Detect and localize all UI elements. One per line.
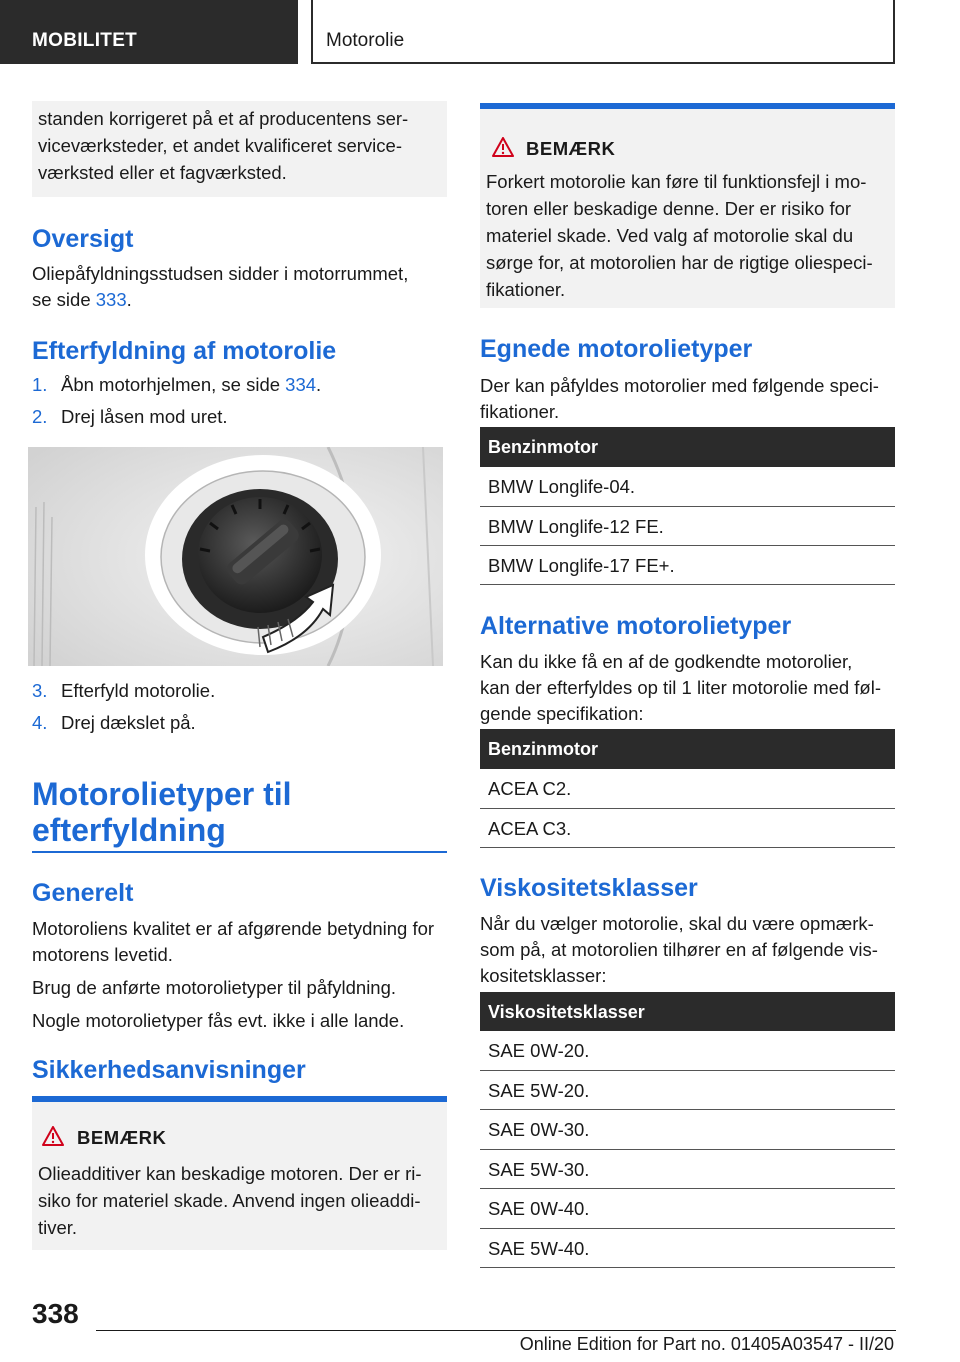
- table-cell: SAE 0W-30.: [488, 1119, 590, 1140]
- heading-generelt: Generelt: [32, 879, 134, 907]
- intro-line-1: standen korrigeret på et af producentens ser-: [38, 108, 409, 129]
- step-1-text: [61, 374, 321, 396]
- step-3-text: Efterfyld motorolie.: [61, 680, 216, 701]
- step-1-text-end: .: [316, 374, 322, 395]
- generelt-p1-l1: Motoroliens kvalitet er af afgørende betydning for: [32, 918, 435, 939]
- table-head-benzin-1: [480, 427, 895, 467]
- table-row: [480, 1229, 895, 1268]
- note-box-right: [480, 103, 895, 308]
- table-cell: SAE 5W-30.: [488, 1159, 590, 1180]
- step-3-number: 3.: [32, 680, 48, 701]
- step-1-number: 1.: [32, 374, 48, 395]
- step-4-text: Drej dækslet på.: [61, 712, 196, 733]
- heading-motorolietyper-l2: efterfyldning: [32, 812, 226, 848]
- note-left-line-3: tiver.: [38, 1217, 78, 1238]
- note-right-line-4: sørge for, at motorolien har de rigtige oliespeci-: [486, 252, 873, 273]
- generelt-p1-l2: motorens levetid.: [32, 944, 173, 965]
- oil-cap-illustration: [28, 447, 443, 666]
- header-section: [0, 0, 298, 64]
- step-1-text-pre: Åbn motorhjelmen, se side: [61, 374, 286, 395]
- header-title: Motorolie: [326, 30, 405, 51]
- alternative-line-2: kan der efterfyldes op til 1 liter motorolie med føl-: [480, 677, 881, 698]
- table-cell: BMW Longlife-12 FE.: [488, 516, 664, 537]
- note-right-line-2: toren eller beskadige denne. Der er risiko for: [486, 198, 852, 219]
- oversigt-line-1: Oliepåfyldningsstudsen sidder i motorrummet,: [32, 263, 409, 284]
- heading-sikkerhed: Sikkerhedsanvisninger: [32, 1056, 306, 1084]
- note-left-line-2: siko for materiel skade. Anvend ingen olieaddi-: [38, 1190, 421, 1211]
- heading-visko: Viskositetsklasser: [480, 874, 698, 902]
- egnede-line-2: fikationer.: [480, 401, 560, 422]
- table-cell: BMW Longlife-17 FE+.: [488, 555, 675, 576]
- table-row: [480, 1110, 895, 1150]
- table-row: [480, 1071, 895, 1110]
- intro-box: [32, 101, 447, 197]
- table-row: [480, 769, 895, 809]
- table-row: [480, 1189, 895, 1229]
- heading-oversigt: Oversigt: [32, 225, 134, 253]
- table-head-label: Viskositetsklasser: [488, 1002, 645, 1022]
- table-head-benzin-2: [480, 729, 895, 769]
- step-2-number: 2.: [32, 406, 48, 427]
- table-head-label: Benzinmotor: [488, 739, 598, 759]
- table-row: [480, 1150, 895, 1189]
- footer-divider: [96, 1330, 896, 1331]
- oversigt-line-2-end: .: [126, 289, 132, 310]
- table-cell: SAE 5W-20.: [488, 1080, 590, 1101]
- page-number: 338: [32, 1298, 79, 1329]
- table-row: [480, 507, 895, 546]
- step-2-text: Drej låsen mod uret.: [61, 406, 228, 427]
- visko-line-1: Når du vælger motorolie, skal du være opmærk-: [480, 913, 874, 934]
- table-head-visko: [480, 992, 895, 1031]
- table-cell: ACEA C3.: [488, 818, 572, 839]
- alternative-line-1: Kan du ikke få en af de godkendte motorolier,: [480, 651, 853, 672]
- note-box-left: [32, 1096, 447, 1250]
- note-left-line-1: Olieadditiver kan beskadige motoren. Der er ri-: [38, 1163, 422, 1184]
- table-cell: SAE 5W-40.: [488, 1238, 590, 1259]
- heading-motorolietyper-l1: Motorolietyper til: [32, 776, 292, 812]
- visko-line-2: som på, at motorolien tilhører en af følgende vis-: [480, 939, 878, 960]
- page-link-334[interactable]: 334: [285, 374, 317, 395]
- table-row: [480, 809, 895, 848]
- step-2: [32, 406, 447, 433]
- table-cell: BMW Longlife-04.: [488, 476, 636, 497]
- note-right-line-1: Forkert motorolie kan føre til funktionsfejl i mo-: [486, 171, 867, 192]
- footer-edition: Online Edition for Part no. 01405A03547 - II/20: [519, 1334, 894, 1354]
- egnede-line-1: Der kan påfyldes motorolier med følgende speci-: [480, 375, 879, 396]
- header-section-label: MOBILITET: [32, 30, 138, 51]
- table-cell: SAE 0W-40.: [488, 1198, 590, 1219]
- step-4-number: 4.: [32, 712, 48, 733]
- intro-line-2: viceværksteder, et andet kvalificeret service-: [38, 135, 402, 156]
- table-row: [480, 546, 895, 585]
- note-title-right: BEMÆRK: [526, 138, 616, 159]
- table-head-label: Benzinmotor: [488, 437, 598, 457]
- table-cell: SAE 0W-20.: [488, 1040, 590, 1061]
- table-row: [480, 1031, 895, 1071]
- warning-icon: [42, 1126, 64, 1146]
- heading-alternative: Alternative motorolietyper: [480, 612, 792, 640]
- warning-icon: [492, 137, 514, 157]
- visko-line-3: kositetsklasser:: [480, 965, 607, 986]
- page-link-333[interactable]: 333: [95, 289, 127, 310]
- alternative-line-3: gende specifikation:: [480, 703, 644, 724]
- header-title-box: [311, 0, 895, 64]
- heading-underline: [32, 851, 447, 853]
- table-cell: ACEA C2.: [488, 778, 572, 799]
- note-right-line-5: fikationer.: [486, 279, 566, 300]
- generelt-p2: Brug de anførte motorolietyper til påfyldning.: [32, 977, 397, 998]
- note-right-line-3: materiel skade. Ved valg af motorolie skal du: [486, 225, 854, 246]
- intro-line-3: værksted eller et fagværksted.: [38, 162, 287, 183]
- heading-efterfyldning: Efterfyldning af motorolie: [32, 337, 337, 365]
- note-title-left: BEMÆRK: [77, 1127, 167, 1148]
- oversigt-line-2-text: se side: [32, 289, 96, 310]
- generelt-p3: Nogle motorolietyper fås evt. ikke i alle lande.: [32, 1010, 405, 1031]
- oil-cap-image: [28, 447, 443, 666]
- step-4: [32, 712, 447, 739]
- heading-egnede: Egnede motorolietyper: [480, 335, 753, 363]
- oversigt-line-2: [32, 286, 132, 313]
- step-3: [32, 680, 447, 707]
- table-row: [480, 467, 895, 507]
- step-1: [32, 374, 447, 401]
